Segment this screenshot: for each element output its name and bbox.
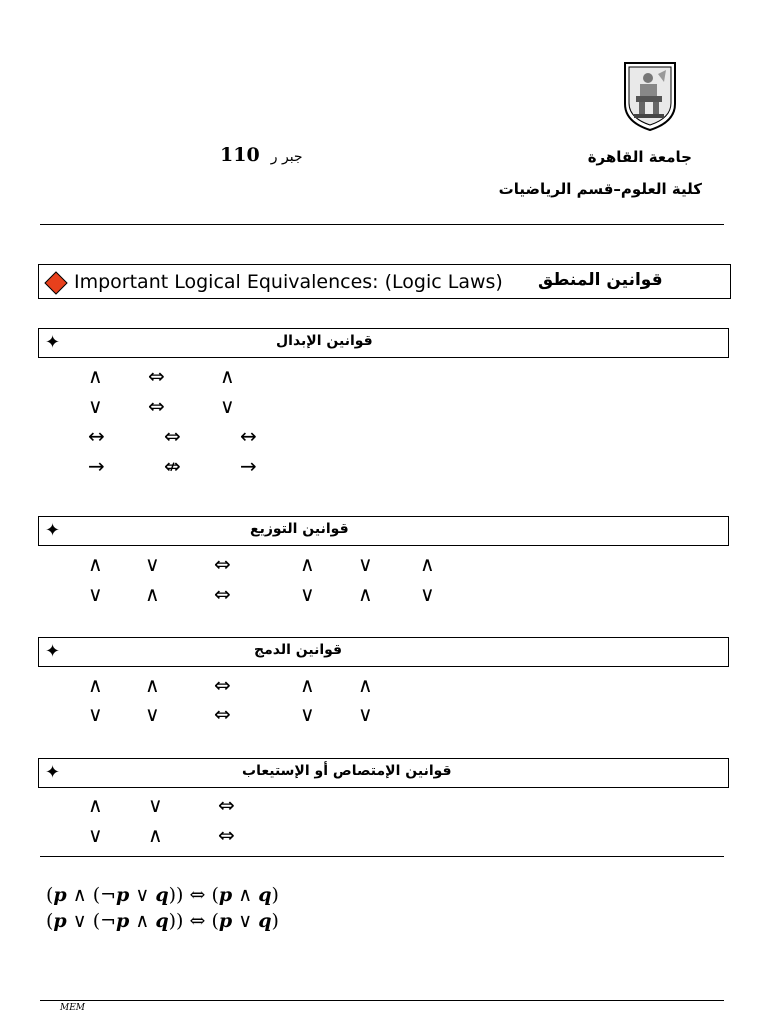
absorption-formula-2: (p ∨ (¬p ∧ q)) ⇔ (p ∨ q): [46, 910, 279, 932]
law-symbol: ⇔: [148, 364, 165, 388]
course-code: [220, 144, 303, 166]
law-symbol: ⇔: [214, 552, 231, 576]
law-symbol: ∧: [88, 673, 103, 697]
law-symbol: ∧: [358, 673, 373, 697]
law-symbol: ∧: [220, 364, 235, 388]
main-title-english: Important Logical Equivalences: (Logic Laws): [74, 271, 503, 293]
law-symbol: ∨: [358, 702, 373, 726]
law-symbol: ∨: [88, 702, 103, 726]
formula-divider: [40, 856, 724, 857]
absorption-formula-1: (p ∧ (¬p ∨ q)) ⇔ (p ∧ q): [46, 884, 279, 906]
four-pointed-star-icon: ✦: [45, 332, 61, 353]
section-header-distributive: [38, 516, 729, 546]
law-symbol: ∧: [420, 552, 435, 576]
university-crest-icon: [622, 60, 678, 132]
section-header-associative: [38, 637, 729, 667]
law-symbol: ∨: [88, 823, 103, 847]
law-symbol: ∨: [420, 582, 435, 606]
course-prefix: جبر ر: [270, 149, 303, 165]
four-pointed-star-icon: ✦: [45, 520, 61, 541]
law-symbol: ⇔: [218, 823, 235, 847]
law-symbol: ∧: [145, 673, 160, 697]
law-symbol: ∨: [145, 552, 160, 576]
section-title-associative: قوانين الدمج: [254, 642, 343, 658]
law-symbol: ∨: [300, 702, 315, 726]
law-symbol: ∨: [220, 394, 235, 418]
law-symbol: ∨: [88, 394, 103, 418]
law-symbol: ∧: [358, 582, 373, 606]
law-symbol: ∧: [148, 823, 163, 847]
section-title-distributive: قوانين التوزيع: [250, 521, 349, 537]
course-number: 110: [220, 144, 260, 166]
diamond-icon: [44, 271, 68, 295]
law-symbol: ∨: [300, 582, 315, 606]
law-symbol: ∧: [88, 793, 103, 817]
law-symbol: ∧: [300, 552, 315, 576]
law-symbol: ∨: [88, 582, 103, 606]
section-title-absorption: قوانين الإمتصاص أو الإستيعاب: [242, 763, 452, 779]
law-symbol: ↔: [88, 424, 105, 448]
faculty-department: كلية العلوم–قسم الرياضيات: [498, 180, 702, 198]
law-symbol: ∨: [145, 702, 160, 726]
four-pointed-star-icon: ✦: [45, 641, 61, 662]
law-symbol: ∨: [358, 552, 373, 576]
law-symbol: ⇔: [218, 793, 235, 817]
law-symbol: ↔: [240, 424, 257, 448]
law-symbol: ⇔: [214, 673, 231, 697]
law-symbol: →: [240, 454, 257, 478]
four-pointed-star-icon: ✦: [45, 762, 61, 783]
law-symbol: ∧: [300, 673, 315, 697]
law-symbol: ⇎: [164, 454, 181, 478]
section-title-commutative: قوانين الإبدال: [276, 333, 373, 349]
law-symbol: →: [88, 454, 105, 478]
law-symbol: ⇔: [148, 394, 165, 418]
law-symbol: ∧: [145, 582, 160, 606]
law-symbol: ∧: [88, 364, 103, 388]
law-symbol: ∧: [88, 552, 103, 576]
section-header-commutative: [38, 328, 729, 358]
main-title-arabic: قوانين المنطق: [538, 270, 663, 290]
law-symbol: ∨: [148, 793, 163, 817]
footer-initials: MEM: [60, 1003, 86, 1013]
university-name: جامعة القاهرة: [587, 148, 692, 166]
header-divider: [40, 224, 724, 225]
law-symbol: ⇔: [164, 424, 181, 448]
footer-divider: [40, 1000, 724, 1001]
law-symbol: ⇔: [214, 702, 231, 726]
law-symbol: ⇔: [214, 582, 231, 606]
